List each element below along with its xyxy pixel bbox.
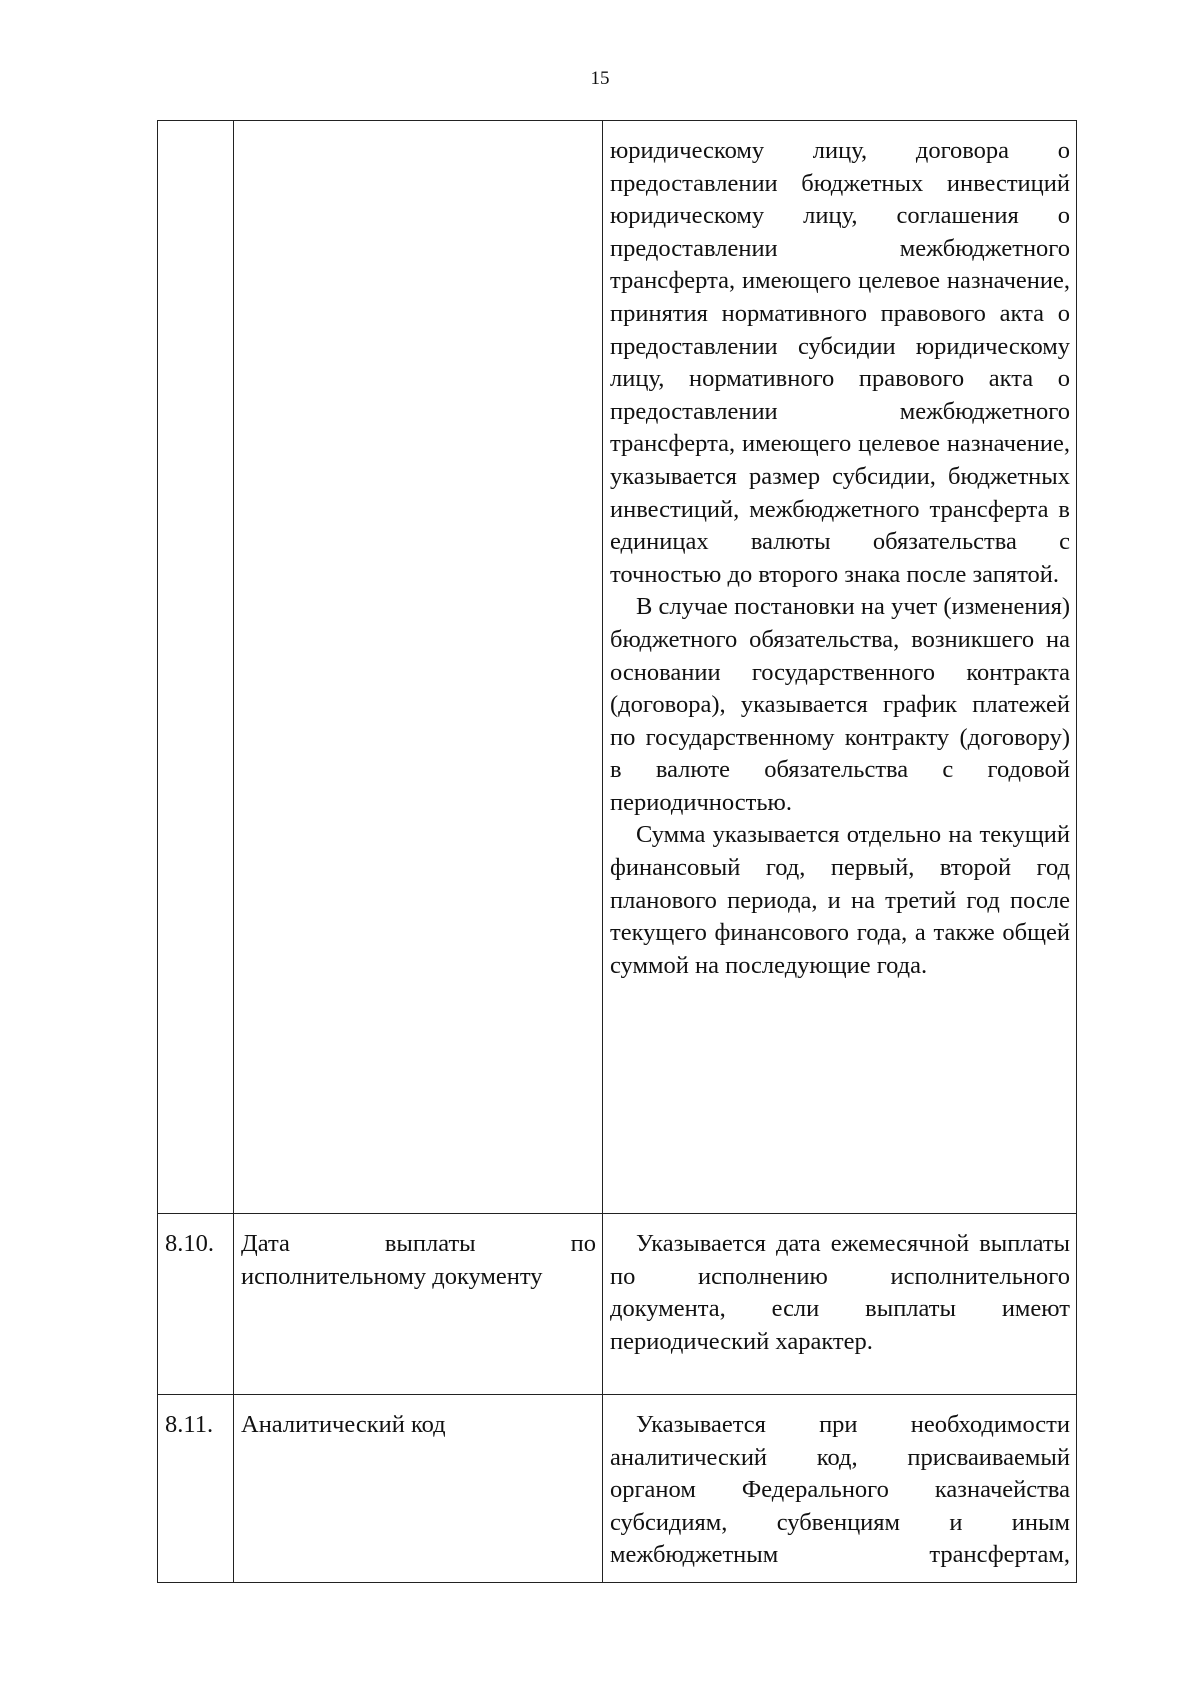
- description-paragraph: Указывается при необходимости аналитический код, присваиваемый органом Федерального казначейства субсидиям, субвенциям и иным межбюджетным трансфертам,: [610, 1411, 1070, 1569]
- table-row: [158, 1395, 1077, 1583]
- field-name-cell: Дата выплаты по исполнительному документу: [234, 1214, 603, 1395]
- description-cell: [603, 1214, 1077, 1395]
- description-paragraph: Указывается дата ежемесячной выплаты по исполнению исполнительного документа, если выплаты имеют периодический характер.: [610, 1230, 1070, 1355]
- description-cell: [603, 1395, 1077, 1583]
- table-row: [158, 1214, 1077, 1395]
- field-name-cell: [234, 121, 603, 1214]
- field-name-cell: Аналитический код: [234, 1395, 603, 1583]
- row-number-cell: [158, 121, 234, 1214]
- row-number-cell: 8.11.: [158, 1395, 234, 1583]
- table-row: [158, 121, 1077, 1214]
- description-paragraph: юридическому лицу, договора о предоставлении бюджетных инвестиций юридическому лицу, соглашения о предоставлении межбюджетного трансферта, имеющего целевое назначение, принятия нормативного правового акта о предоставлении субсидии юридическому лицу, нормативного правового акта о предоставлении межбюджетного трансферта, имеющего целевое назначение, указывается размер субсидии, бюджетных инвестиций, межбюджетного трансферта в единицах валюты обязательства с точностью до второго знака после запятой.: [610, 137, 1070, 588]
- page-number: 15: [590, 68, 610, 89]
- description-paragraph: Сумма указывается отдельно на текущий финансовый год, первый, второй год планового периода, и на третий год после текущего финансового года, а также общей суммой на последующие года.: [610, 821, 1070, 979]
- description-cell: [603, 121, 1077, 1214]
- description-paragraph: В случае постановки на учет (изменения) бюджетного обязательства, возникшего на основании государственного контракта (договора), указывается график платежей по государственному контракту (договору) в валюте обязательства с годовой периодичностью.: [610, 593, 1070, 816]
- document-table: [157, 120, 1077, 1583]
- row-number-cell: 8.10.: [158, 1214, 234, 1395]
